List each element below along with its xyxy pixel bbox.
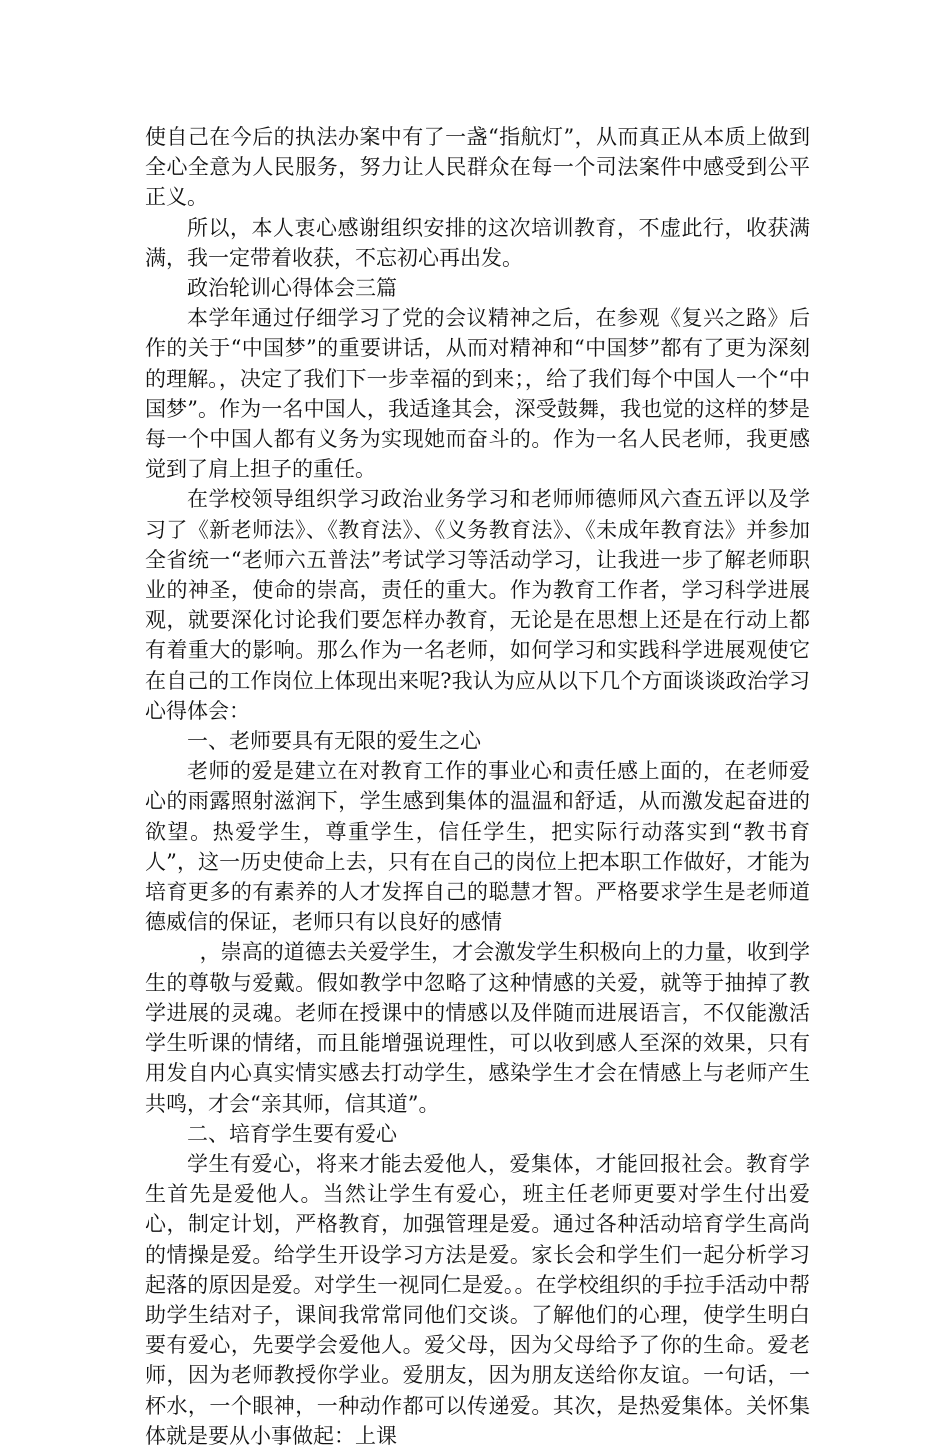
- paragraph: 所以，本人衷心感谢组织安排的这次培训教育，不虚此行，收获满满，我一定带着收获，不忘初心再出发。: [145, 215, 810, 270]
- paragraph: 本学年通过仔细学习了党的会议精神之后，在参观《复兴之路》后作的关于“中国梦”的重要讲话，从而对精神和“中国梦”都有了更为深刻的理解。，决定了我们下一步幸福的到来；，给了我们每个中国人一个“中国梦”。作为一名中国人，我适逢其会，深受鼓舞，我也觉的这样的梦是每一个中国人都有义务为实现她而奋斗的。作为一名人民老师，我更感觉到了肩上担子的重任。: [145, 306, 810, 482]
- paragraph-continued: ，崇高的道德去关爱学生，才会激发学生积极向上的力量，收到学生的尊敬与爱戴。假如教学中忽略了这种情感的关爱，就等于抽掉了教学进展的灵魂。老师在授课中的情感以及伴随而进展语言，不仅能激活学生听课的情绪，而且能增强说理性，可以收到感人至深的效果，只有用发自内心真实情实感去打动学生，感染学生才会在情感上与老师产生共鸣，才会“亲其师，信其道”。: [145, 940, 810, 1116]
- paragraph: 在学校领导组织学习政治业务学习和老师师德师风六查五评以及学习了《新老师法》、《教育法》、《义务教育法》、《未成年教育法》并参加全省统一“老师六五普法”考试学习等活动学习，让我进一步了解老师职业的神圣，使命的崇高，责任的重大。作为教育工作者，学习科学进展观，就要深化讨论我们要怎样办教育，无论是在思想上还是在行动上都有着重大的影响。那么作为一名老师，如何学习和实践科学进展观使它在自己的工作岗位上体现出来呢?我认为应从以下几个方面谈谈政治学习心得体会：: [145, 487, 810, 723]
- document-body: [145, 122, 810, 1451]
- paragraph: 学生有爱心，将来才能去爱他人，爱集体，才能回报社会。教育学生首先是爱他人。当然让学生有爱心，班主任老师更要对学生付出爱心，制定计划，严格教育，加强管理是爱。通过各种活动培育学生高尚的情操是爱。给学生开设学习方法是爱。家长会和学生们一起分析学习起落的原因是爱。对学生一视同仁是爱。。在学校组织的手拉手活动中帮助学生结对子，课间我常常同他们交谈。了解他们的心理，使学生明白要有爱心，先要学会爱他人。爱父母，因为父母给予了你的生命。爱老师，因为老师教授你学业。爱朋友，因为朋友送给你友谊。一句话，一杯水，一个眼神，一种动作都可以传递爱。其次，是热爱集体。关怀集体就是要从小事做起：上课: [145, 1151, 810, 1448]
- paragraph: 老师的爱是建立在对教育工作的事业心和责任感上面的，在老师爱心的雨露照射滋润下，学生感到集体的温温和舒适，从而激发起奋进的欲望。热爱学生，尊重学生，信任学生，把实际行动落实到“教书育人”，这一历史使命上去，只有在自己的岗位上把本职工作做好，才能为培育更多的有素养的人才发挥自己的聪慧才智。严格要求学生是老师道德威信的保证，老师只有以良好的感情: [145, 759, 810, 935]
- section-heading: 二、培育学生要有爱心: [187, 1121, 397, 1146]
- paragraph-continued: 使自己在今后的执法办案中有了一盏“指航灯”，从而真正从本质上做到全心全意为人民服务，努力让人民群众在每一个司法案件中感受到公平正义。: [145, 125, 810, 210]
- section-title: 政治轮训心得体会三篇: [187, 276, 397, 301]
- section-heading: 一、老师要具有无限的爱生之心: [187, 729, 481, 754]
